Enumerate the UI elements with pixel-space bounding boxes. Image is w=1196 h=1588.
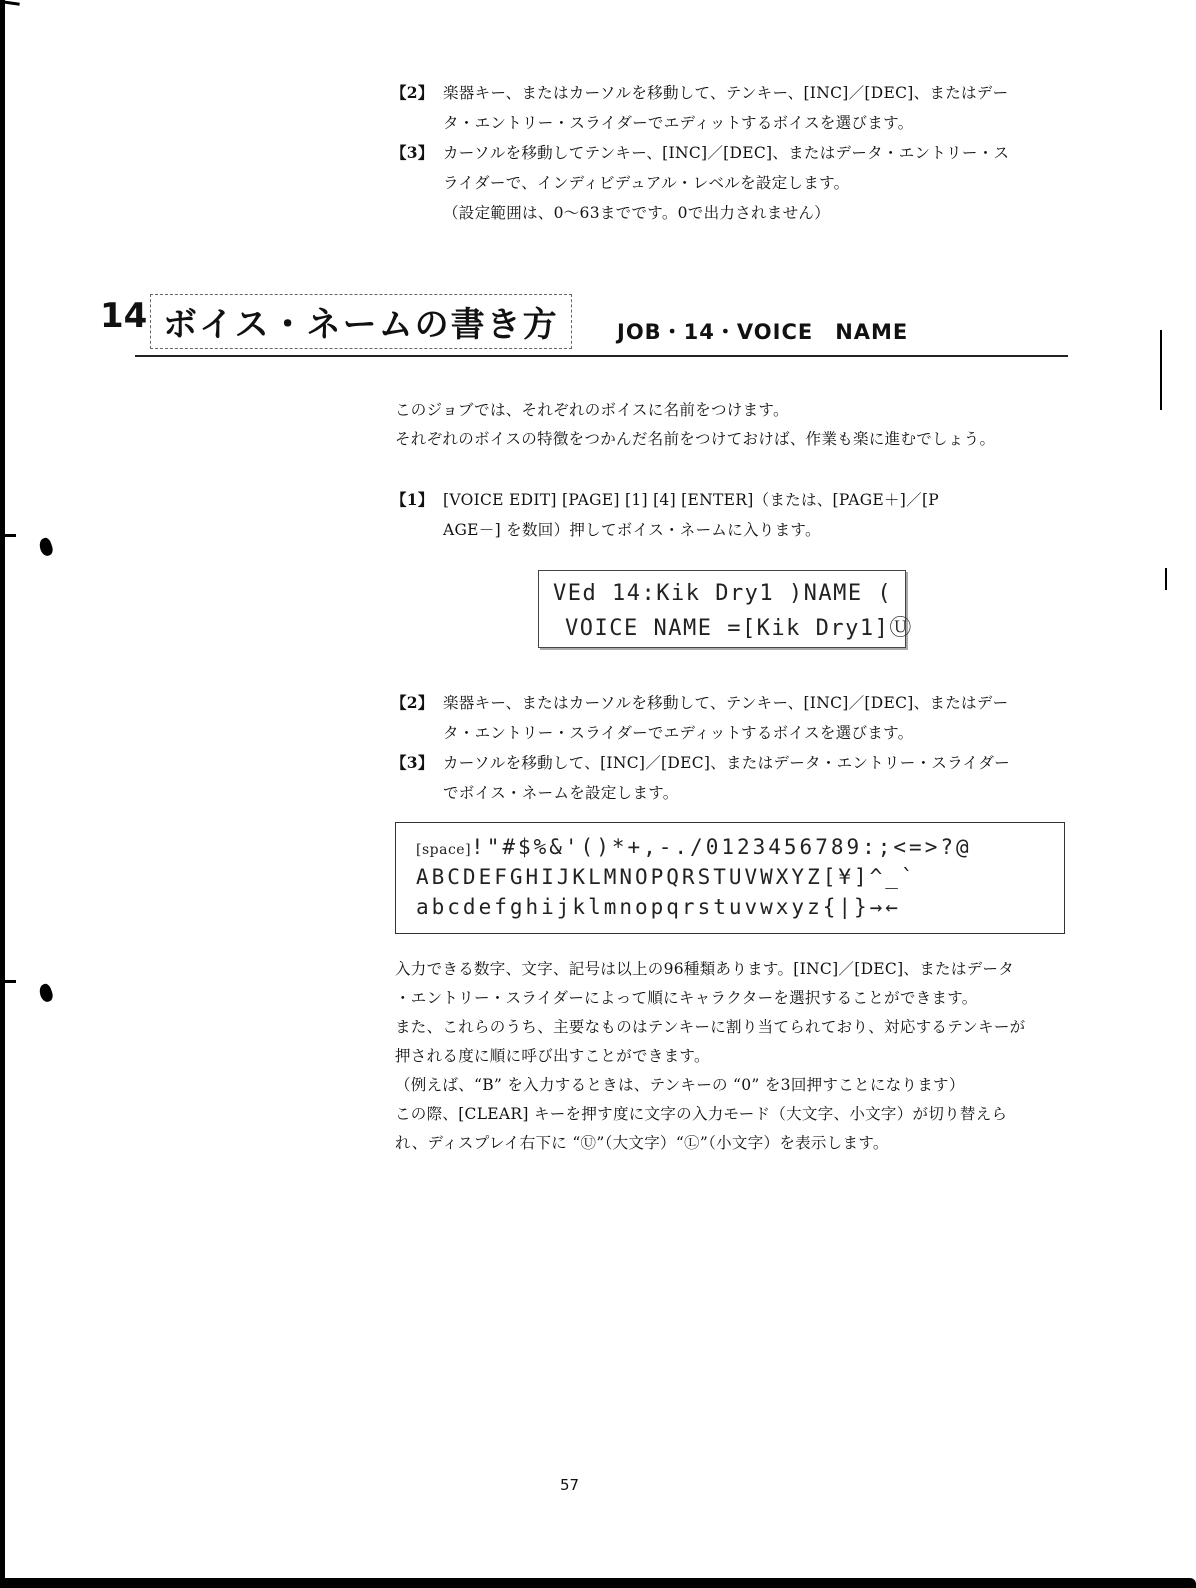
- intro-paragraph: [395, 396, 1075, 454]
- lcd-line-2: VOICE NAME =[Kik Dry1]Ⓤ: [565, 616, 913, 641]
- notes-line: この際、[CLEAR] キーを押す度に文字の入力モード（大文字、小文字）が切り替えら: [395, 1105, 1008, 1123]
- intro-line: それぞれのボイスの特徴をつかんだ名前をつけておけば、作業も楽に進むでしょう。: [395, 430, 996, 448]
- step-number: 【3】: [391, 143, 434, 162]
- notes-line: （例えば、“B” を入力するときは、テンキーの “0” を3回押すことになります）: [395, 1076, 965, 1094]
- notes-line: れ、ディスプレイ右下に “Ⓤ”（大文字）“Ⓛ”（小文字）を表示します。: [395, 1134, 889, 1152]
- step-text-line: ライダーで、インディビデュアル・レベルを設定します。: [443, 174, 850, 192]
- char-row-1: [416, 835, 972, 859]
- step-text-line: カーソルを移動して、[INC]／[DEC]、またはデータ・エントリー・スライダー: [443, 754, 1010, 772]
- section-rule: [135, 355, 1068, 357]
- character-table: [395, 822, 1065, 934]
- job-label: JOB・14・VOICE NAME: [617, 320, 909, 344]
- intro-line: このジョブでは、それぞれのボイスに名前をつけます。: [395, 401, 789, 419]
- lcd-line-1: VEd 14:Kik Dry1 )NAME (: [553, 581, 893, 606]
- step-number: 【1】: [391, 490, 434, 509]
- scan-tick-mark: [0, 980, 16, 983]
- step-text-line: カーソルを移動してテンキー、[INC]／[DEC]、またはデータ・エントリー・ス: [443, 144, 1010, 162]
- scan-right-mark: [1165, 568, 1167, 590]
- punch-hole-mark: [37, 536, 54, 557]
- step-text-line: タ・エントリー・スライダーでエディットするボイスを選びます。: [443, 724, 914, 742]
- section-title: ボイス・ネームの書き方: [163, 305, 559, 345]
- char-row-2: ABCDEFGHIJKLMNOPQRSTUVWXYZ[¥]^_`: [416, 865, 917, 889]
- step-text-line: タ・エントリー・スライダーでエディットするボイスを選びます。: [443, 114, 914, 132]
- notes-line: 入力できる数字、文字、記号は以上の96種類あります。[INC]／[DEC]、またはデータ: [395, 960, 1015, 978]
- step-text-line: でボイス・ネームを設定します。: [443, 784, 679, 802]
- step-text-line: AGE－] を数回）押してボイス・ネームに入ります。: [443, 521, 821, 539]
- step-text-line: （設定範囲は、0～63までです。0で出力されません）: [443, 204, 831, 222]
- notes-line: 押される度に順に呼び出すことができます。: [395, 1047, 710, 1065]
- step-3: [391, 748, 1010, 808]
- punch-hole-mark: [37, 982, 54, 1003]
- section-number: 14: [100, 296, 148, 336]
- step-text-line: 楽器キー、またはカーソルを移動して、テンキー、[INC]／[DEC]、またはデー: [443, 84, 1009, 102]
- scan-tick-mark: [0, 534, 16, 537]
- step-number: 【2】: [391, 83, 434, 102]
- step-2: [391, 688, 1009, 748]
- step-text-line: [VOICE EDIT] [PAGE] [1] [4] [ENTER]（または、[PAGE＋]／[P: [443, 491, 940, 509]
- section-title-box: [150, 294, 572, 349]
- lcd-display: [538, 570, 913, 648]
- step-number: 【3】: [391, 753, 434, 772]
- scan-right-mark: [1160, 330, 1162, 410]
- notes-line: また、これらのうち、主要なものはテンキーに割り当てられており、対応するテンキーが: [395, 1018, 1026, 1036]
- notes-paragraph: [395, 955, 1075, 1158]
- scan-bottom-edge: [0, 1578, 1196, 1588]
- char-row-symbols: !"#$%&'()*+,-./0123456789:;<=>?@: [471, 835, 972, 859]
- top-step-2: [391, 78, 1009, 138]
- notes-line: ・エントリー・スライダーによって順にキャラクターを選択することができます。: [395, 989, 978, 1007]
- top-step-3: [391, 138, 1010, 228]
- scan-left-edge: [0, 0, 5, 1588]
- step-number: 【2】: [391, 693, 434, 712]
- step-text-line: 楽器キー、またはカーソルを移動して、テンキー、[INC]／[DEC]、またはデー: [443, 694, 1009, 712]
- page-number: 57: [560, 1476, 580, 1494]
- step-1: [391, 485, 940, 545]
- char-row-3: abcdefghijklmnopqrstuvwxyz{|}→←: [416, 895, 901, 919]
- space-label: [space]: [416, 842, 472, 858]
